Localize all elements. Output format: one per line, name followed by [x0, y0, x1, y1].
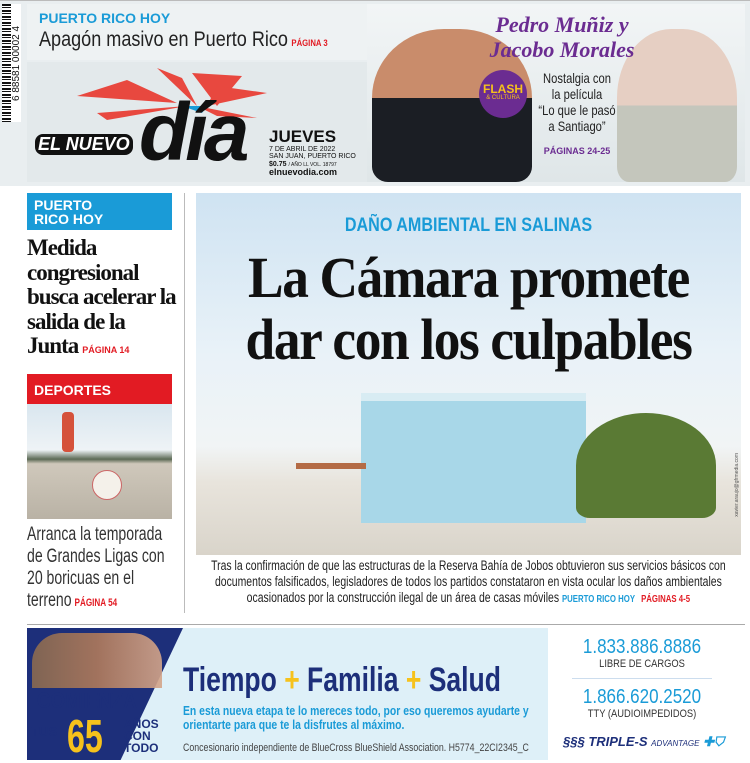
culture-text [531, 70, 624, 134]
page-ref: PÁGINA 54 [74, 597, 118, 609]
top-teaser[interactable] [27, 4, 367, 60]
sports-photo [27, 404, 172, 519]
headline-text: Apagón masivo en Puerto Rico [39, 28, 288, 51]
page-ref: PÁGINA 3 [291, 38, 328, 48]
brand: TRIPLE-S [588, 734, 648, 749]
culture-line: la película [551, 86, 603, 102]
edition-day: JUEVES [269, 127, 337, 146]
ad-slogan [183, 660, 501, 700]
lead-photo [196, 193, 741, 555]
left-story-headline[interactable] [27, 236, 184, 363]
flash-cultura-badge [479, 70, 527, 118]
ad-anos-con-todo [124, 718, 159, 754]
headline-text: Arranca la temporada de Grandes Ligas con 20 boricuas en el terreno [27, 524, 165, 611]
ad-photo-people [32, 633, 162, 688]
bcbs-cross-shield-icon: ✚⛉ [703, 734, 724, 749]
top-teaser-headline [39, 28, 328, 52]
tree [576, 413, 716, 518]
ad-phones [562, 636, 722, 721]
page-ref: PÁGINA 14 [82, 345, 130, 355]
photo-credit: xavier.araujo@gfrmedia.com [734, 453, 740, 517]
player-figure [62, 412, 74, 452]
t: Salud [428, 661, 501, 699]
caption-text: Tras la confirmación de que las estructuras de la Reserva Bahía de Jobos obtuvieron sus servicios básicos con documentos falsificados, legisladores de todos los partidos constataron en vista ocular los daños ambientales ocasionados por la construcción ilegal de un área de casas móviles [211, 558, 726, 605]
edition-city: SAN JUAN, PUERTO RICO [269, 153, 356, 161]
brand-sub: ADVANTAGE [651, 739, 700, 748]
plus-icon: + [284, 661, 300, 699]
culture-line: “Lo que le pasó [538, 102, 616, 118]
barcode [2, 4, 11, 122]
ad-comienza: COMIENZA [37, 688, 137, 713]
page-ref: PÁGINAS 4-5 [641, 594, 691, 605]
triple-s-logo [563, 734, 724, 752]
kicker-line: RICO HOY [34, 211, 104, 227]
left-story-kicker [27, 193, 172, 230]
triple-s-ad[interactable] [27, 628, 745, 760]
masthead-logo-area [27, 62, 367, 182]
barcode-number: 6 88581 00002 4 [11, 4, 21, 122]
ad-body: En esta nueva etapa te lo mereces todo, por eso queremos ayudarte y orientarte para que te la disfrutes al máximo. [183, 703, 529, 732]
column-divider [184, 193, 185, 613]
culture-teaser[interactable] [367, 4, 745, 182]
ad-tus: TUS [31, 724, 57, 739]
culture-title-1: Pedro Muñiz y [495, 12, 629, 37]
sss-icon: §§§ [563, 734, 589, 749]
top-teaser-kicker: PUERTO RICO HOY [39, 10, 171, 26]
phone-2-label: TTY (AUDIOIMPEDIDOS) [587, 708, 697, 720]
t: TODO [124, 741, 159, 755]
ad-disclaimer: Concesionario independiente de BlueCross BlueShield Association. H5774_22CI2345_C [183, 742, 529, 754]
badge-cultura: & CULTURA [486, 95, 520, 101]
lead-headline[interactable] [218, 247, 719, 371]
edition-price: $0.75 [269, 160, 287, 168]
stilt-house [361, 393, 586, 523]
culture-line: Nostalgia con [543, 70, 611, 86]
section-ref: PUERTO RICO HOY [561, 594, 636, 605]
plus-icon: + [405, 661, 422, 699]
kicker-line: PUERTO [34, 197, 93, 213]
ad-divider [27, 624, 745, 625]
culture-title-2: Jacobo Morales [489, 37, 635, 62]
t: Familia [307, 661, 399, 699]
badge-flash: FLASH [483, 82, 523, 96]
phone-1[interactable]: 1.833.886.8886 [582, 636, 702, 658]
sports-kicker: DEPORTES [27, 374, 172, 404]
culture-line: a Santiago” [548, 118, 606, 134]
culture-pages: PÁGINAS 24-25 [543, 146, 611, 156]
t: CON [124, 729, 151, 743]
gazebo [296, 463, 366, 503]
headline-line: dar con los culpables [245, 307, 692, 372]
baseball-icon [92, 470, 122, 500]
edition-info [269, 128, 356, 177]
logo-dia: día [139, 87, 246, 178]
t: Tiempo [183, 661, 277, 699]
phone-2[interactable]: 1.866.620.2520 [582, 686, 702, 708]
headline-line: La Cámara promete [248, 245, 689, 310]
lead-kicker: DAÑO AMBIENTAL EN SALINAS [344, 215, 593, 236]
headline-text: Medida congresional busca acelerar la salida de la Junta [27, 235, 176, 358]
ad-65: 65 [67, 710, 103, 762]
phone-1-label: LIBRE DE CARGOS [599, 658, 685, 670]
website-link[interactable]: elnuevodia.com [269, 166, 338, 177]
lead-caption [196, 558, 741, 608]
edition-volume: / AÑO LL VOL. 18797 [288, 161, 337, 168]
logo-el-nuevo: EL NUEVO [35, 134, 133, 155]
edition-date: 7 DE ABRIL DE 2022 [269, 145, 336, 153]
sports-headline[interactable] [27, 524, 179, 614]
t: AÑOS [124, 717, 159, 731]
